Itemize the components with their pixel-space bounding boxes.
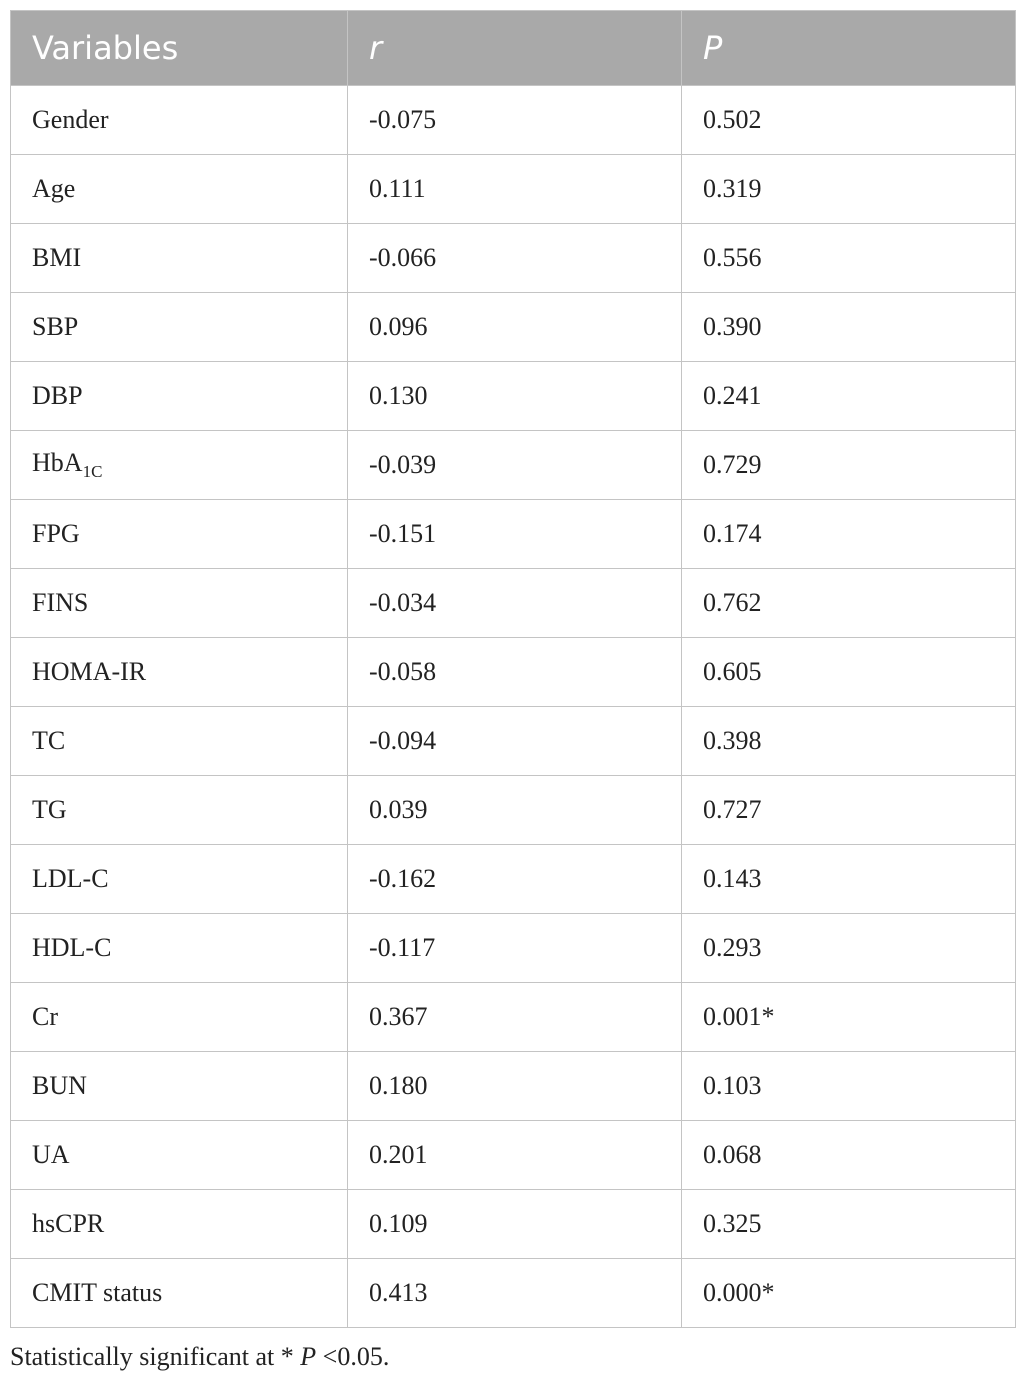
cell-p-value: 0.325: [682, 1190, 1016, 1259]
table-row: [11, 86, 1016, 155]
variable-name: UA: [32, 1140, 70, 1169]
footnote-prefix: Statistically significant at *: [10, 1342, 301, 1371]
cell-p-value: 0.000*: [682, 1259, 1016, 1328]
variable-name: TC: [32, 726, 66, 755]
cell-p-value: 0.103: [682, 1052, 1016, 1121]
cell-r-value: 0.039: [348, 776, 682, 845]
footnote-p-symbol: P: [300, 1342, 317, 1371]
table-row: [11, 155, 1016, 224]
table-row: [11, 983, 1016, 1052]
cell-r-value: -0.075: [348, 86, 682, 155]
cell-variable: [11, 1259, 348, 1328]
cell-r-value: 0.096: [348, 293, 682, 362]
cell-variable: [11, 1121, 348, 1190]
cell-p-value: 0.241: [682, 362, 1016, 431]
cell-r-value: -0.034: [348, 569, 682, 638]
table-row: [11, 500, 1016, 569]
cell-variable: [11, 155, 348, 224]
cell-variable: [11, 86, 348, 155]
cell-r-value: 0.180: [348, 1052, 682, 1121]
cell-r-value: -0.058: [348, 638, 682, 707]
table-row: [11, 1259, 1016, 1328]
variable-name: hsCPR: [32, 1209, 105, 1238]
cell-r-value: 0.109: [348, 1190, 682, 1259]
cell-r-value: 0.130: [348, 362, 682, 431]
table-header-row: [11, 11, 1016, 86]
cell-r-value: -0.117: [348, 914, 682, 983]
cell-variable: [11, 569, 348, 638]
table-row: [11, 224, 1016, 293]
cell-p-value: 0.293: [682, 914, 1016, 983]
correlation-table: [10, 10, 1016, 1328]
cell-variable: [11, 362, 348, 431]
cell-p-value: 0.762: [682, 569, 1016, 638]
cell-variable: [11, 707, 348, 776]
header-variables: Variables: [11, 11, 348, 86]
variable-name: FPG: [32, 519, 80, 548]
cell-p-value: 0.729: [682, 431, 1016, 500]
cell-r-value: -0.066: [348, 224, 682, 293]
table-footnote: [10, 1342, 389, 1372]
cell-variable: [11, 638, 348, 707]
variable-name: CMIT status: [32, 1278, 163, 1307]
table-row: [11, 776, 1016, 845]
table-row: [11, 845, 1016, 914]
footnote-suffix: <0.05.: [316, 1342, 390, 1371]
cell-r-value: -0.151: [348, 500, 682, 569]
cell-variable: [11, 776, 348, 845]
variable-name: Cr: [32, 1002, 58, 1031]
variable-name: Gender: [32, 105, 109, 134]
table-row: [11, 707, 1016, 776]
cell-variable: [11, 431, 348, 500]
table-row: [11, 1052, 1016, 1121]
table-row: [11, 638, 1016, 707]
variable-name: SBP: [32, 312, 79, 341]
cell-p-value: 0.143: [682, 845, 1016, 914]
cell-p-value: 0.605: [682, 638, 1016, 707]
variable-name: TG: [32, 795, 67, 824]
table-row: [11, 362, 1016, 431]
variable-name: HbA: [32, 448, 83, 477]
variable-name: HOMA-IR: [32, 657, 147, 686]
variable-name: BUN: [32, 1071, 87, 1100]
variable-name: LDL-C: [32, 864, 109, 893]
cell-p-value: 0.001*: [682, 983, 1016, 1052]
variable-name: BMI: [32, 243, 82, 272]
cell-p-value: 0.390: [682, 293, 1016, 362]
table-row: [11, 293, 1016, 362]
cell-p-value: 0.174: [682, 500, 1016, 569]
cell-r-value: -0.039: [348, 431, 682, 500]
cell-p-value: 0.727: [682, 776, 1016, 845]
table-row: [11, 1121, 1016, 1190]
cell-p-value: 0.319: [682, 155, 1016, 224]
cell-variable: [11, 293, 348, 362]
header-p: P: [682, 11, 1016, 86]
cell-variable: [11, 845, 348, 914]
variable-name: HDL-C: [32, 933, 112, 962]
cell-p-value: 0.398: [682, 707, 1016, 776]
variable-name: DBP: [32, 381, 83, 410]
cell-variable: [11, 1052, 348, 1121]
cell-r-value: 0.201: [348, 1121, 682, 1190]
table-row: [11, 1190, 1016, 1259]
cell-r-value: 0.367: [348, 983, 682, 1052]
variable-name: FINS: [32, 588, 89, 617]
cell-r-value: 0.413: [348, 1259, 682, 1328]
cell-r-value: -0.162: [348, 845, 682, 914]
cell-variable: [11, 224, 348, 293]
cell-p-value: 0.556: [682, 224, 1016, 293]
table-row: [11, 914, 1016, 983]
header-r: r: [348, 11, 682, 86]
correlation-table-container: [10, 10, 1015, 1328]
table-row: [11, 431, 1016, 500]
table-body: [11, 86, 1016, 1328]
cell-p-value: 0.068: [682, 1121, 1016, 1190]
cell-variable: [11, 983, 348, 1052]
variable-subscript: 1C: [82, 462, 103, 481]
variable-name: Age: [32, 174, 76, 203]
cell-variable: [11, 914, 348, 983]
table-row: [11, 569, 1016, 638]
cell-variable: [11, 500, 348, 569]
cell-r-value: -0.094: [348, 707, 682, 776]
cell-variable: [11, 1190, 348, 1259]
cell-r-value: 0.111: [348, 155, 682, 224]
cell-p-value: 0.502: [682, 86, 1016, 155]
